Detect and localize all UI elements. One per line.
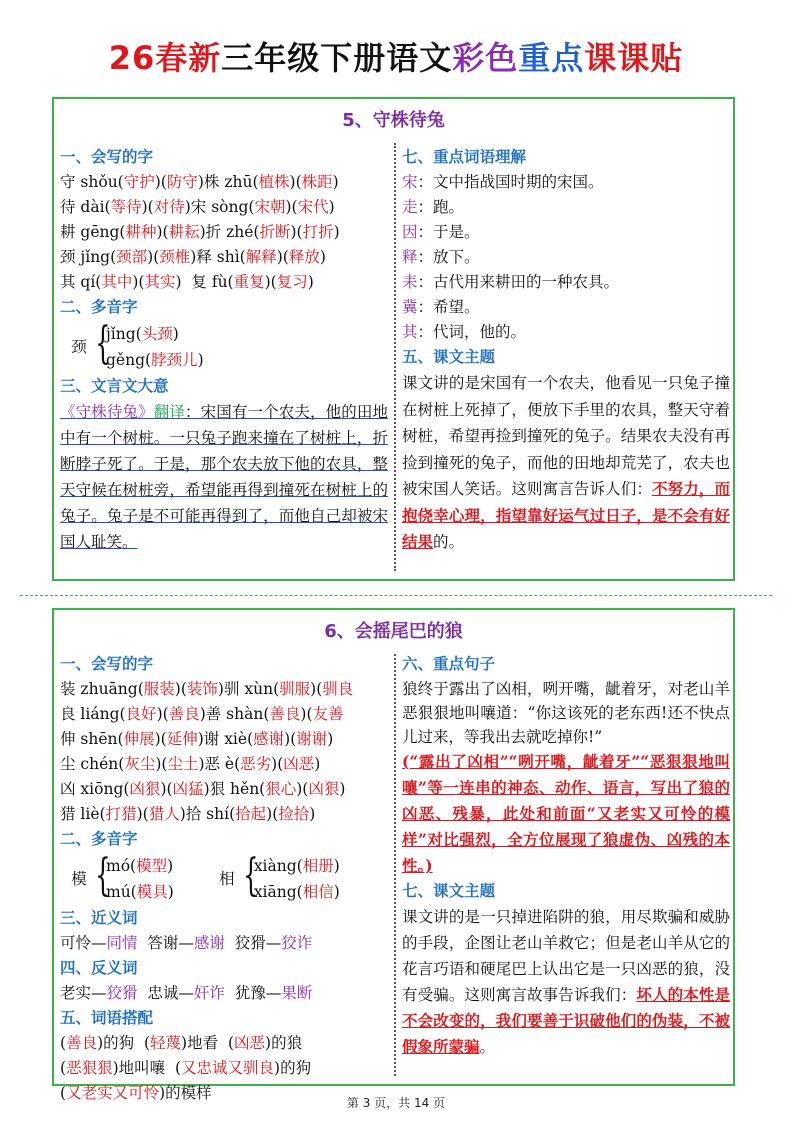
section-heading: 五、课文主题 <box>402 348 496 366</box>
polyphone-options <box>106 853 174 905</box>
vocab-item: 其：代词，他的。 <box>402 323 527 341</box>
section-heading: 一、会写的字 <box>60 148 154 166</box>
vocab-item: 冀：希望。 <box>402 298 480 316</box>
section-heading: 三、文言文大意 <box>60 377 169 395</box>
polyphone-char: 模 <box>71 869 87 888</box>
polyphone-option: jǐng(头颈) <box>106 325 179 343</box>
brace-icon: { <box>242 850 259 901</box>
char-row: 守 shǒu(守护)(防守)株 zhū(植株)(株距) <box>60 173 339 191</box>
synonym-row: 可怜—同情 答谢—感谢 狡猾—狡诈 <box>60 934 313 952</box>
char-row: 凶 xiōng(凶狠)(凶猛)狠 hěn(狠心)(凶狠) <box>60 780 346 798</box>
polyphone-option: xiàng(相册) <box>253 857 340 875</box>
char-row: 良 liáng(良好)(善良)善 shàn(善良)(友善 <box>60 705 344 723</box>
section-heading: 七、课文主题 <box>402 882 496 900</box>
lesson6-left-column <box>60 652 388 1106</box>
translation-paragraph: 《守株待兔》翻译：宋国有一个农夫，他的田地中有一个树桩。一只兔子跑来撞在了树桩上，折断脖子死了。于是，那个农夫放下他的农具，整天守候在树桩旁，希望能再得到撞死在树桩上的兔子。兔子是不可能再得到了，而他自己却被宋国人耻笑。 <box>60 403 388 551</box>
char-row: 颈 jǐng(颈部)(颈椎)释 shì(解释)(释放) <box>60 248 326 266</box>
polyphone-option: mó(模型) <box>106 857 174 875</box>
vocab-item: 因：于是。 <box>402 223 480 241</box>
vocab-item: 走：跑。 <box>402 198 465 216</box>
char-row: 待 dài(等待)(对待)宋 sòng(宋朝)(宋代) <box>60 198 335 216</box>
title-part: 三年级下册语文 <box>221 39 453 77</box>
brace-icon: { <box>95 850 111 901</box>
vocab-item: 释：放下。 <box>402 248 480 266</box>
key-sentence: 狼终于露出了凶相，咧开嘴，龇着牙，对老山羊恶狠狠地叫嚷道：“你这该死的老东西!还不快点儿过来，等我出去就吃掉你!” <box>402 680 730 746</box>
collocation-row: (恶狠狠)地叫嚷 (又忠诚又驯良)的狗 <box>60 1059 312 1077</box>
polyphone-group <box>60 852 174 906</box>
polyphone-char: 颈 <box>71 337 87 356</box>
section-heading: 三、近义词 <box>60 909 138 927</box>
lesson5-title: 5、守株待兔 <box>342 110 445 131</box>
theme-paragraph: 课文讲的是一只掉进陷阱的狼，用尽欺骗和威胁的手段，企图让老山羊救它；但是老山羊从它的花言巧语和硬尾巴上认出它是一只凶恶的狼，没有受骗。这则寓言故事告诉我们：坏人的本性是不会改变的，我们要善于识破他们的伪装，不被假象所蒙骗。 <box>402 908 730 1056</box>
collocation-row: (善良)的狗 (轻蔑)地看 (凶恶)的狼 <box>60 1034 303 1052</box>
title-part: 彩色 <box>452 39 519 77</box>
section-heading: 一、会写的字 <box>60 655 154 673</box>
section-heading: 二、多音字 <box>60 830 138 848</box>
polyphone-options <box>254 853 340 905</box>
polyphone-group <box>60 320 388 374</box>
lesson5-right-column <box>402 145 730 556</box>
polyphone-options <box>106 321 204 373</box>
vocab-item: 耒：古代用来耕田的一种农具。 <box>402 273 620 291</box>
column-divider <box>394 654 396 1076</box>
title-part: 26春新 <box>108 39 222 77</box>
char-row: 其 qí(其中)(其实) 复 fù(重复)(复习) <box>60 273 314 291</box>
theme-paragraph: 课文讲的是宋国有一个农夫，他看见一只兔子撞在树桩上死掉了，便放下手里的农具，整天守着树桩，希望再捡到撞死的兔子。结果农夫没有再捡到撞死的兔子，而他的田地却荒芜了，农夫也被宋国人笑话。这则寓言告诉人们：不努力，而抱侥幸心理，指望靠好运气过日子，是不会有好结果的。 <box>402 374 730 551</box>
section-heading: 五、词语搭配 <box>60 1009 154 1027</box>
char-row: 耕 gēng(耕种)(耕耘)折 zhé(折断)(打折) <box>60 223 340 241</box>
lesson-divider <box>20 595 772 596</box>
char-row: 伸 shēn(伸展)(延伸)谢 xiè(感谢)(谢谢) <box>60 730 334 748</box>
section-heading: 二、多音字 <box>60 298 138 316</box>
page-footer: 第 3 页，共 14 页 <box>346 1096 446 1110</box>
char-row: 猎 liè(打猎)(猎人)拾 shí(拾起)(捡拾) <box>60 805 316 823</box>
brace-icon: { <box>95 318 111 369</box>
title-part: 重点 <box>518 39 585 77</box>
polyphone-char: 相 <box>219 869 235 888</box>
section-heading: 四、反义词 <box>60 959 138 977</box>
lesson6-right-column <box>402 652 730 1060</box>
polyphone-option: gěng(脖颈儿) <box>106 351 204 369</box>
polyphone-group <box>208 852 340 906</box>
polyphone-option: mú(模具) <box>106 883 174 901</box>
lesson5-left-column <box>60 145 388 555</box>
column-divider <box>394 143 396 571</box>
title-part: 课课贴 <box>584 39 684 77</box>
collocation-row: (又老实又可怜)的模样 <box>60 1084 212 1102</box>
antonym-row: 老实—狡猾 忠诚—奸诈 犹豫—果断 <box>60 984 313 1002</box>
section-heading: 六、重点句子 <box>402 655 496 673</box>
char-row: 装 zhuāng(服装)(装饰)驯 xùn(驯服)(驯良 <box>60 680 354 698</box>
vocab-item: 宋：文中指战国时期的宋国。 <box>402 173 604 191</box>
lesson6-title: 6、会摇尾巴的狼 <box>324 621 463 642</box>
sentence-analysis: (“露出了凶相”“咧开嘴，龇着牙”“恶狠狠地叫嚷”等一连串的神态、动作、语言，写出了狼的凶恶、残暴，此处和前面“又老实又可怜的模样”对比强烈，全方位展现了狼虚伪、凶残的本性。) <box>402 752 730 875</box>
page-title <box>0 38 792 78</box>
lesson6-card <box>52 608 735 1102</box>
lesson5-card <box>52 97 735 581</box>
section-heading: 七、重点词语理解 <box>402 148 527 166</box>
polyphone-option: xiāng(相信) <box>253 883 340 901</box>
polyphone-row <box>60 852 388 906</box>
char-row: 尘 chén(灰尘)(尘土)恶 è(恶劣)(凶恶) <box>60 755 321 773</box>
